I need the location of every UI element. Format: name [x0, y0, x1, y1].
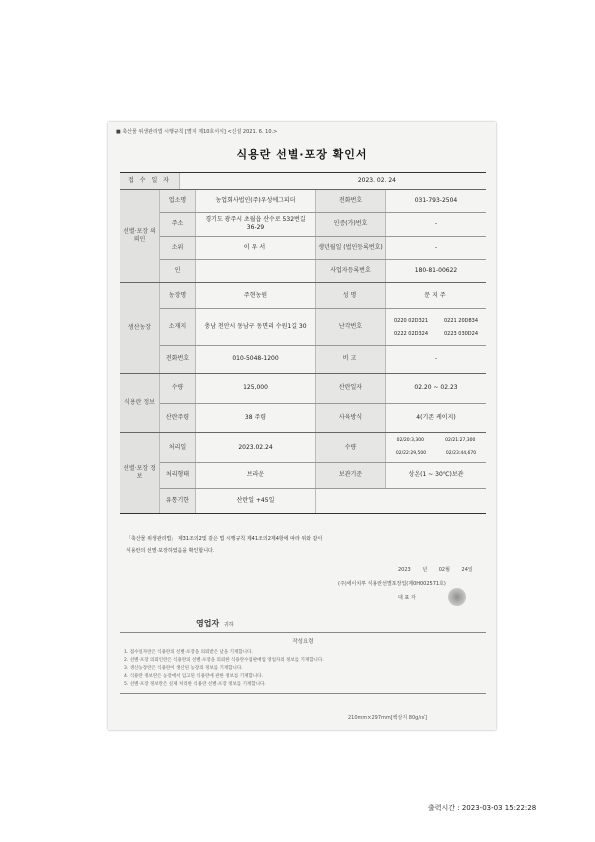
- packing-row: [160, 463, 486, 488]
- packing-date-value: 2023.02.24: [196, 433, 316, 462]
- farm-row: [160, 346, 486, 373]
- packing-empty-cell: [316, 489, 486, 513]
- packing-type-label: 처리형태: [160, 463, 196, 487]
- egg-code: 0220 02D321: [393, 317, 429, 324]
- packing-storage-label: 보관기준: [316, 463, 386, 487]
- packing-storage-value: 상온(1 ~ 30℃)보관: [408, 471, 464, 479]
- farm-owner-label: 성명: [316, 283, 386, 308]
- product-age-label: 산란주령: [160, 404, 196, 433]
- addressee-label: 영업자: [196, 619, 220, 628]
- farm-address-label: 소재지: [160, 309, 196, 344]
- seller-name-value: 농업회사법인(주)우성에그피더: [196, 190, 316, 212]
- seller-license-label: 인증(가)번호: [316, 213, 386, 235]
- document-sheet: [108, 122, 496, 730]
- packing-type-value: 브라운: [196, 463, 316, 487]
- seller-address-label: 주소: [160, 213, 196, 235]
- seller-seal-label: 인: [160, 260, 196, 282]
- product-method-label: 사육방식: [316, 404, 386, 433]
- product-row: [160, 404, 486, 433]
- official-stamp: [448, 588, 466, 606]
- seller-row: [160, 237, 486, 260]
- product-qty-label: 수량: [160, 374, 196, 403]
- farm-owner-value: 문지주: [424, 291, 448, 299]
- packing-row: [160, 433, 486, 463]
- farm-code-grid: [386, 309, 486, 344]
- guide-item: 3. 생산농장란은 식용란이 생산된 농장의 정보를 기재합니다.: [124, 666, 243, 671]
- farm-phone-label: 전화번호: [160, 346, 196, 373]
- seller-rep-label: 소위: [160, 237, 196, 259]
- sign-date: 2023 년 02월 24일: [398, 567, 473, 573]
- seller-seal-value: [196, 260, 316, 282]
- egg-code: 0223 030D24: [443, 330, 479, 337]
- form-heading: ■ 축산물 위생관리법 시행규칙 [별지 제10호서식] <신설 2021. 6. 10.>: [116, 129, 278, 135]
- packing-qty-line: 02/21:27,300: [445, 438, 476, 444]
- seller-bizno-value: 180-81-00622: [414, 266, 458, 274]
- packing-qty-line: 02/23:44,670: [445, 451, 477, 457]
- seller-row: [160, 260, 486, 282]
- guide-item: 5. 선별·포장 정보란은 실제 처리한 식용란 선별·포장 정보를 기재합니다.: [124, 682, 266, 687]
- seller-group-label: 선별·포장 의뢰인: [120, 190, 160, 282]
- seller-row: [160, 213, 486, 236]
- product-period-label: 산란일자: [316, 374, 386, 403]
- farm-group-label: 생산농장: [120, 283, 160, 373]
- farm-address-value: 충남 천안시 동남구 동면리 수원1길 30: [196, 309, 316, 344]
- farm-name-value: 주현농원: [196, 283, 316, 308]
- seller-birth-label: 생년월일 (법인등록번호): [316, 237, 386, 259]
- packing-qty-label: 수량: [316, 433, 386, 462]
- document-title: 식용란 선별·포장 확인서: [236, 148, 368, 161]
- seller-address-value: 경기도 광주시 초월읍 산수로 532번길 36-29: [196, 213, 316, 235]
- egg-code: 0222 02D324: [393, 330, 429, 337]
- receipt-row: [120, 173, 486, 190]
- print-timestamp: 출력시간 : 2023-03-03 15:22:28: [428, 804, 537, 812]
- packing-qty-grid: [386, 433, 486, 462]
- paper-size: 210mm×297mm[백상지 80g/㎡]: [348, 715, 427, 721]
- seller-license-value: -: [434, 220, 438, 228]
- writing-guide: [120, 632, 486, 694]
- product-age-value: 38 주령: [196, 404, 316, 433]
- seller-phone-value: 031-793-2504: [414, 197, 458, 205]
- egg-code: 0221 20D834: [443, 317, 479, 324]
- packing-date-label: 처리일: [160, 433, 196, 462]
- farm-name-label: 농장명: [160, 283, 196, 308]
- farm-note-value: -: [434, 355, 438, 363]
- product-period-value: 02.20 ~ 02.23: [414, 384, 458, 392]
- seller-name-label: 업소명: [160, 190, 196, 212]
- farm-row: [160, 309, 486, 345]
- receipt-label: 접 수 일 자: [120, 173, 180, 189]
- guide-item: 4. 식용란 정보란은 농장에서 입고된 식용란에 관한 정보를 기재합니다.: [124, 674, 263, 679]
- packing-expiry-value: 산란일 +45일: [196, 489, 316, 513]
- farm-row: [160, 283, 486, 309]
- product-qty-value: 125,000: [196, 374, 316, 403]
- farm-code-label: 난각번호: [316, 309, 386, 344]
- packing-group-label: 선별·포장 정보: [120, 433, 160, 513]
- farm-phone-value: 010-5048-1200: [196, 346, 316, 373]
- packing-row: [160, 489, 486, 513]
- receipt-value: 2023. 02. 24: [357, 177, 396, 184]
- seller-rep-value: 이우서: [196, 237, 316, 259]
- product-group-label: 식용란 정보: [120, 374, 160, 432]
- farm-section: [120, 283, 486, 374]
- product-method-value: 4(기존 케이지): [416, 413, 456, 421]
- seller-birth-value: -: [434, 243, 438, 251]
- confirmation-form: [120, 172, 486, 514]
- product-section: [120, 374, 486, 433]
- writing-guide-title: 작성요령: [292, 639, 314, 645]
- packing-qty-line: 02/20:3,300: [396, 438, 424, 444]
- sign-person: 대 표 자: [398, 595, 416, 601]
- addressee-suffix: 귀하: [224, 622, 234, 628]
- packing-qty-line: 02/22:29,500: [395, 451, 427, 457]
- packing-section: [120, 433, 486, 513]
- farm-note-label: 비고: [316, 346, 386, 373]
- seller-phone-label: 전화번호: [316, 190, 386, 212]
- product-row: [160, 374, 486, 404]
- seller-row: [160, 190, 486, 213]
- sign-org: (주)에이치투 식용란선별포장업(제0H002571호): [338, 581, 446, 587]
- seller-bizno-label: 사업자등록번호: [316, 260, 386, 282]
- statement-line: 식용란의 선별·포장하였음을 확인합니다.: [126, 548, 215, 554]
- seller-section: [120, 190, 486, 283]
- statement-line: 「축산물 위생관리법」 제31조의2및 같은 법 시행규칙 제41조의2제4항에 따라 위와 같이: [126, 536, 323, 542]
- packing-expiry-label: 유통기한: [160, 489, 196, 513]
- guide-item: 2. 선별·포장 의뢰인란은 식용란의 선별·포장을 의뢰한 식용란수집판매업 영업자의 정보를 기재합니다.: [124, 658, 324, 663]
- guide-item: 1. 접수일자란은 식용란의 선별·포장을 의뢰받은 날을 기재합니다.: [124, 650, 253, 655]
